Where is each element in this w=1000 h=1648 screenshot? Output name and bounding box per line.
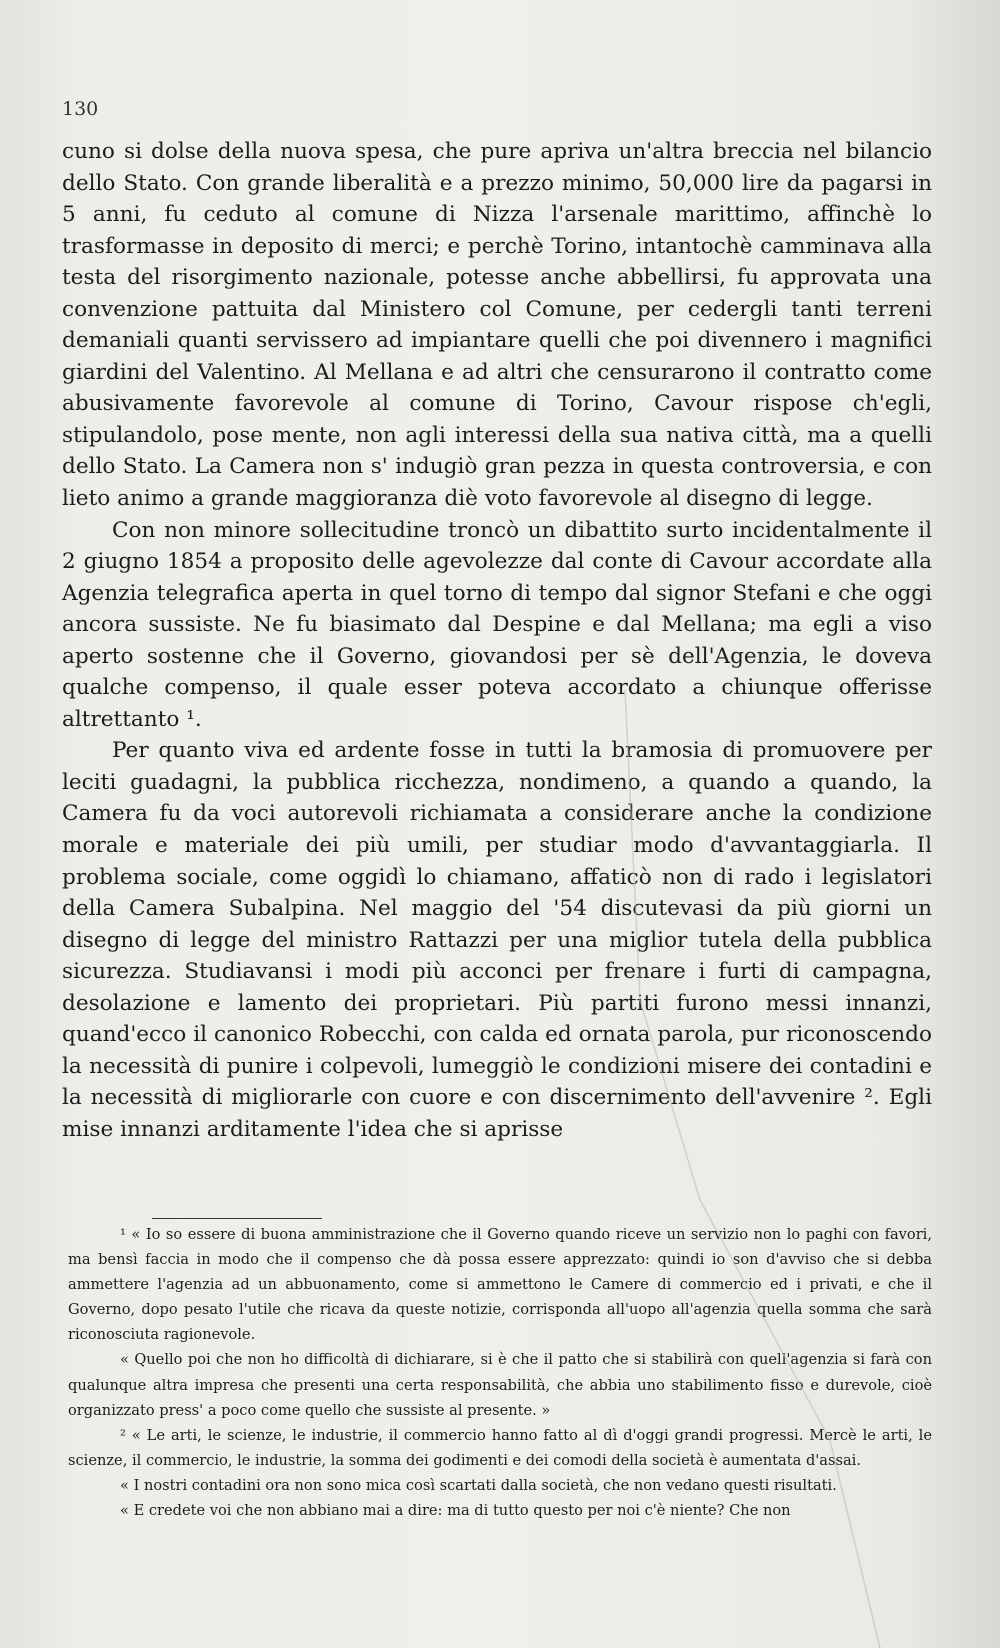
body-text [62,136,932,1146]
page-number: 130 [62,98,99,120]
footnote-1: ¹ « Io so essere di buona amministrazione che il Governo quando riceve un servizio non lo paghi con favori, ma bensì faccia in modo che il compenso che dà possa essere apprezzato: quindi io son d'avviso che si debba ammettere l'agenzia ad un abbuonamento, come si ammettono le Camere di commercio ed i privati, e che il Governo, dopo pesato l'utile che ricava da queste notizie, corrisponda all'uopo all'agenzia quella somma che sarà riconosciuta ragionevole. [68,1226,932,1344]
footnote-2-continuation-a: « I nostri contadini ora non sono mica così scartati dalla società, che non vedano questi risultati. [120,1476,837,1494]
paragraph-1: cuno si dolse della nuova spesa, che pure apriva un'altra breccia nel bilancio dello Stato. Con grande liberalità e a prezzo minimo, 50,000 lire da pagarsi in 5 anni, fu ceduto al comune di Nizza l'arsenale marittimo, affinchè lo trasformasse in deposito di merci; e perchè Torino, intantochè camminava alla testa del risorgimento nazionale, potesse anche abbellirsi, fu approvata una convenzione pattuita dal Ministero col Comune, per cedergli tanti terreni demaniali quanti servissero ad impiantare quelli che poi divennero i magnifici giardini del Valentino. Al Mellana e ad altri che censurarono il contratto come abusivamente favorevole al comune di Torino, Cavour rispose ch'egli, stipulandolo, pose mente, non agli interessi della sua nativa città, ma a quelli dello Stato. La Camera non s' indugiò gran pezza in questa controversia, e con lieto animo a grande maggioranza diè voto favorevole al disegno di legge. [62,139,932,512]
footnote-1-continuation: « Quello poi che non ho difficoltà di dichiarare, si è che il patto che si stabilirà con quell'agenzia si farà con qualunque altra impresa che presenti una certa responsabilità, che abbia uno stabilimento fisso e durevole, cioè organizzato press' a poco come quello che sussiste al presente. » [68,1351,932,1419]
footnote-separator [152,1218,322,1219]
footnote-2-continuation-b: « E credete voi che non abbiano mai a dire: ma di tutto questo per noi c'è niente? Che non [120,1502,791,1520]
footnotes [68,1222,932,1523]
paragraph-3: Per quanto viva ed ardente fosse in tutti la bramosia di promuovere per leciti guadagni, la pubblica ricchezza, nondimeno, a quando a quando, la Camera fu da voci autorevoli richiamata a considerare anche la condizione morale e materiale dei più umili, per studiar modo d'avvantaggiarla. Il problema sociale, come oggidì lo chiamano, affaticò non di rado i legislatori della Camera Subalpina. Nel maggio del '54 discutevasi da più giorni un disegno di legge del ministro Rattazzi per una miglior tutela della pubblica sicurezza. Studiavansi i modi più acconci per frenare i furti di campagna, desolazione e lamento dei proprietari. Più partiti furono messi innanzi, quand'ecco il canonico Robecchi, con calda ed ornata parola, pur riconoscendo la necessità di punire i colpevoli, lumeggiò le condizioni misere dei contadini e la necessità di migliorarle con cuore e con discernimento dell'avvenire ². Egli mise innanzi arditamente l'idea che si aprisse [62,738,932,1142]
footnote-2: ² « Le arti, le scienze, le industrie, il commercio hanno fatto al dì d'oggi grandi progressi. Mercè le arti, le scienze, il commercio, le industrie, la somma dei godimenti e dei comodi della società è aumentata d'assai. [68,1426,932,1469]
paragraph-2: Con non minore sollecitudine troncò un dibattito surto incidentalmente il 2 giugno 1854 a proposito delle agevolezze dal conte di Cavour accordate alla Agenzia telegrafica aperta in quel torno di tempo dal signor Stefani e che oggi ancora sussiste. Ne fu biasimato dal Despine e dal Mellana; ma egli a viso aperto sostenne che il Governo, giovandosi per sè dell'Agenzia, le doveva qualche compenso, il quale esser poteva accordato a chiunque offerisse altrettanto ¹. [62,517,932,732]
